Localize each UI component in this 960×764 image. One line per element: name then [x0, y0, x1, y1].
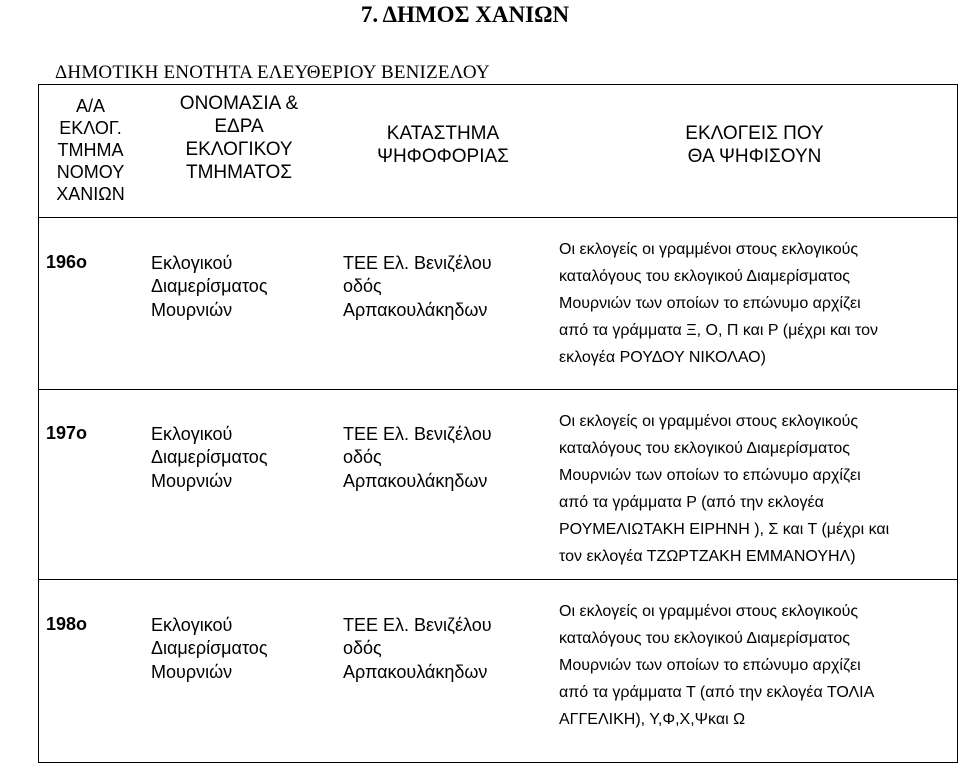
station-name: [143, 217, 335, 389]
voters-line: καταλόγους του εκλογικού Διαμερίσματος: [559, 267, 850, 285]
table-row: [38, 579, 958, 762]
name-line: Διαμερίσματος: [151, 276, 268, 296]
voters-description: [551, 217, 958, 389]
header-voters: [551, 84, 958, 217]
voting-place: [335, 217, 551, 389]
name-line: Εκλογικού: [151, 614, 233, 635]
location-line: οδός: [343, 447, 382, 467]
name-line: Μουρνιών: [151, 661, 233, 682]
header-line: ΝΟΜΟΥ: [56, 162, 125, 183]
location-line: ΤΕΕ Ελ. Βενιζέλου: [343, 252, 492, 273]
name-line: Διαμερίσματος: [151, 447, 268, 467]
header-line: ΨΗΦΟΦΟΡΙΑΣ: [377, 146, 509, 168]
table-row: [38, 389, 958, 579]
polling-number: 198ο: [46, 613, 88, 634]
header-line: ΟΝΟΜΑΣΙΑ &: [179, 93, 299, 114]
header-voting-place: [335, 84, 551, 217]
document-title: 7. ΔΗΜΟΣ ΧΑΝΙΩΝ: [360, 2, 570, 27]
table-header-row: [38, 84, 958, 217]
header-line: ΧΑΝΙΩΝ: [56, 184, 125, 205]
header-line: ΤΜΗΜΑ: [57, 140, 124, 161]
header-line: Α/Α: [75, 96, 105, 117]
location-line: οδός: [343, 276, 382, 296]
location-line: Αρπακουλάκηδων: [343, 661, 488, 682]
voters-line: καταλόγους του εκλογικού Διαμερίσματος: [559, 629, 850, 647]
name-line: Εκλογικού: [151, 423, 233, 444]
voters-line: Οι εκλογείς οι γραμμένοι στους εκλογικούς: [559, 240, 859, 258]
location-line: Αρπακουλάκηδων: [343, 299, 488, 320]
polling-stations-table: [38, 84, 958, 762]
voters-line: ΑΓΓΕΛΙΚΗ), Υ,Φ,Χ,Ψκαι Ω: [559, 710, 746, 728]
header-line: ΕΚΛΟΓ.: [59, 118, 122, 139]
station-name: [143, 389, 335, 579]
location-line: οδός: [343, 638, 382, 658]
header-line: ΕΚΛΟΓΕΙΣ ΠΟΥ: [685, 123, 824, 145]
location-line: ΤΕΕ Ελ. Βενιζέλου: [343, 614, 492, 635]
location-line: Αρπακουλάκηδων: [343, 470, 488, 491]
voters-line: καταλόγους του εκλογικού Διαμερίσματος: [559, 439, 850, 457]
station-name: [143, 579, 335, 762]
header-station-name: [143, 84, 335, 217]
name-line: Διαμερίσματος: [151, 638, 268, 658]
voters-line: από τα γράμματα Τ (από την εκλογέα ΤΟΛΙΑ: [559, 683, 875, 701]
voting-place: [335, 579, 551, 762]
voters-line: ΡΟΥΜΕΛΙΩΤΑΚΗ ΕΙΡΗΝΗ ), Σ και Τ (μέχρι και: [559, 520, 890, 538]
header-line: ΕΚΛΟΓΙΚΟΥ: [185, 139, 293, 160]
municipal-unit-subtitle: ΔΗΜΟΤΙΚΗ ΕΝΟΤΗΤΑ ΕΛΕΥΘΕΡΙΟΥ ΒΕΝΙΖΕΛΟΥ: [55, 62, 490, 83]
name-line: Εκλογικού: [151, 252, 233, 273]
header-line: ΘΑ ΨΗΦΙΣΟΥΝ: [687, 146, 822, 168]
voters-description: [551, 389, 958, 579]
polling-number: 197ο: [38, 389, 143, 579]
voters-line: τον εκλογέα ΤΖΩΡΤΖΑΚΗ ΕΜΜΑΝΟΥΗΛ): [559, 547, 856, 565]
voters-line: εκλογέα ΡΟΥΔΟΥ ΝΙΚΟΛΑΟ): [559, 348, 766, 366]
voters-line: Μουρνιών των οποίων το επώνυμο αρχίζει: [559, 656, 861, 674]
voters-description: [551, 579, 958, 762]
voters-line: από τα γράμματα Ρ (από την εκλογέα: [559, 493, 824, 511]
voters-line: Μουρνιών των οποίων το επώνυμο αρχίζει: [559, 466, 861, 484]
header-polling-number: [38, 84, 143, 217]
name-line: Μουρνιών: [151, 299, 233, 320]
table-row: [38, 217, 958, 389]
location-line: ΤΕΕ Ελ. Βενιζέλου: [343, 423, 492, 444]
name-line: Μουρνιών: [151, 470, 233, 491]
voters-line: Οι εκλογείς οι γραμμένοι στους εκλογικούς: [559, 412, 859, 430]
voters-line: από τα γράμματα Ξ, Ο, Π και Ρ (μέχρι και τον: [559, 321, 878, 339]
voting-place: [335, 389, 551, 579]
polling-number: 196ο: [38, 217, 143, 389]
header-line: ΕΔΡΑ: [214, 116, 264, 137]
header-line: ΚΑΤΑΣΤΗΜΑ: [386, 123, 500, 145]
voters-line: Οι εκλογείς οι γραμμένοι στους εκλογικούς: [559, 602, 859, 620]
voters-line: Μουρνιών των οποίων το επώνυμο αρχίζει: [559, 294, 861, 312]
header-line: ΤΜΗΜΑΤΟΣ: [185, 162, 293, 183]
